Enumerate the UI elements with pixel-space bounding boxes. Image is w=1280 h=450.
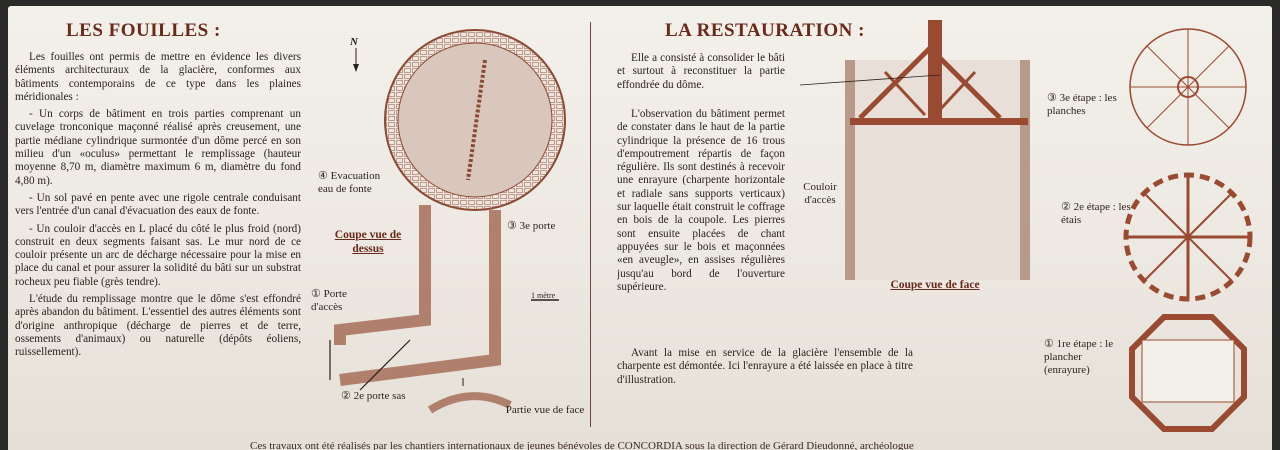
east-wall [1020,60,1030,280]
restauration-text-3 [617,347,913,387]
caption-coupe-dessus: Coupe vue de dessus [334,229,402,255]
label-partie-face: Partie vue de face [505,404,585,416]
scale-label: 1 mètre [531,291,556,300]
label-step3: ③ 3e étape : les planches [1047,92,1117,117]
label-porte2: ② 2e porte sas [341,390,406,402]
fouilles-corps: - Un corps de bâtiment en trois parties comprenant un cuvelage tronconique maçonné réalisé après creusement, une partie médiane cylindrique surmontée d'un dôme percé en son milieu d'un «oculus» permettant le remplissage (hauteur moyenne 8,70 m, diamètre maximum 6 m, diamètre du fond 4,80 m). [15,108,301,187]
restauration-text-2 [617,108,785,308]
fouilles-text [15,51,301,360]
fouilles-sol: - Un sol pavé en pente avec une rigole centrale conduisant vers l'entrée d'un canal d'évacuation des eaux de fonte. [15,191,301,218]
restauration-intro: Elle a consisté à consolider le bâti et surtout à reconstituer la partie effondrée du dôme. [617,52,785,91]
fouilles-intro: Les fouilles ont permis de mettre en évidence les divers éléments architecturaux de la glacière, conformes aux bâtiments contemporains de ce type dans les plaines méridionales : [15,51,301,103]
label-couloir: Couloir d'accès [803,181,837,206]
fouilles-remplissage: L'étude du remplissage montre que le dôme s'est effondré après abandon du bâtiment. L'essentiel des autres éléments sont d'origine anthropique (décharge de pierres et de terre, ossements d'animaux) ou naturelle (dépôts éoliens, ruissellement). [15,293,301,359]
fouilles-couloir: - Un couloir d'accès en L placé du côté le plus froid (nord) construit en deux segments faisant sas. Le mur nord de ce couloir présente un arc de décharge nécessaire pour la mise en place du canal et pour assurer la solidité du bâti sur un substrat rocheux peu fiable (grès tendre). [15,222,301,288]
caption-coupe-face: Coupe vue de face [890,279,980,291]
central-post [928,20,942,118]
north-label: N [350,36,358,48]
label-step1: ① 1re étape : le plancher (enrayure) [1044,338,1114,376]
restauration-demontage: Avant la mise en service de la glacière l'ensemble de la charpente est démontée. Ici l'enrayure a été laissée en place à titre d'illustration. [617,347,913,386]
fouilles-title: LES FOUILLES : [66,20,221,41]
label-step2: ② 2e étape : les étais [1061,201,1131,226]
restauration-title: LA RESTAURATION : [665,20,865,41]
porte2-pointer [360,340,410,390]
step-wheels [1120,22,1260,442]
footer-credits: Ces travaux ont été réalisés par les chantiers internationaux de jeunes bénévoles de CONCORDIA sous la direction de Gérard Dieudonné, archéologue [250,440,914,450]
restauration-text-1 [617,52,785,92]
front-view-sketch [430,396,510,410]
label-porte1: ① Porte d'accès [311,288,347,313]
restauration-observation: L'observation du bâtiment permet de constater dans le haut de la partie cylindrique la présence de 16 trous d'empoutrement répartis de façon régulière. Ils sont destinés à recevoir une enrayure (charpente horizontale et radiale sans supports verticaux) sur laquelle était construit le coffrage en bois de la coupole. Les pierres sont ensuite placées de chant appuyées sur le bois et maçonnées «en aveugle», en assises régulières jusqu'au bord de l'ouverture supérieure. [617,108,785,293]
label-evacuation: ④ Evacuation eau de fonte [318,170,381,195]
enrayure-beam [850,118,1028,125]
corridor-west-wall [340,205,425,345]
label-porte3: ③ 3e porte [507,220,556,232]
west-wall [845,60,855,280]
front-section-drawing [800,20,1040,260]
north-arrowhead [353,64,359,72]
